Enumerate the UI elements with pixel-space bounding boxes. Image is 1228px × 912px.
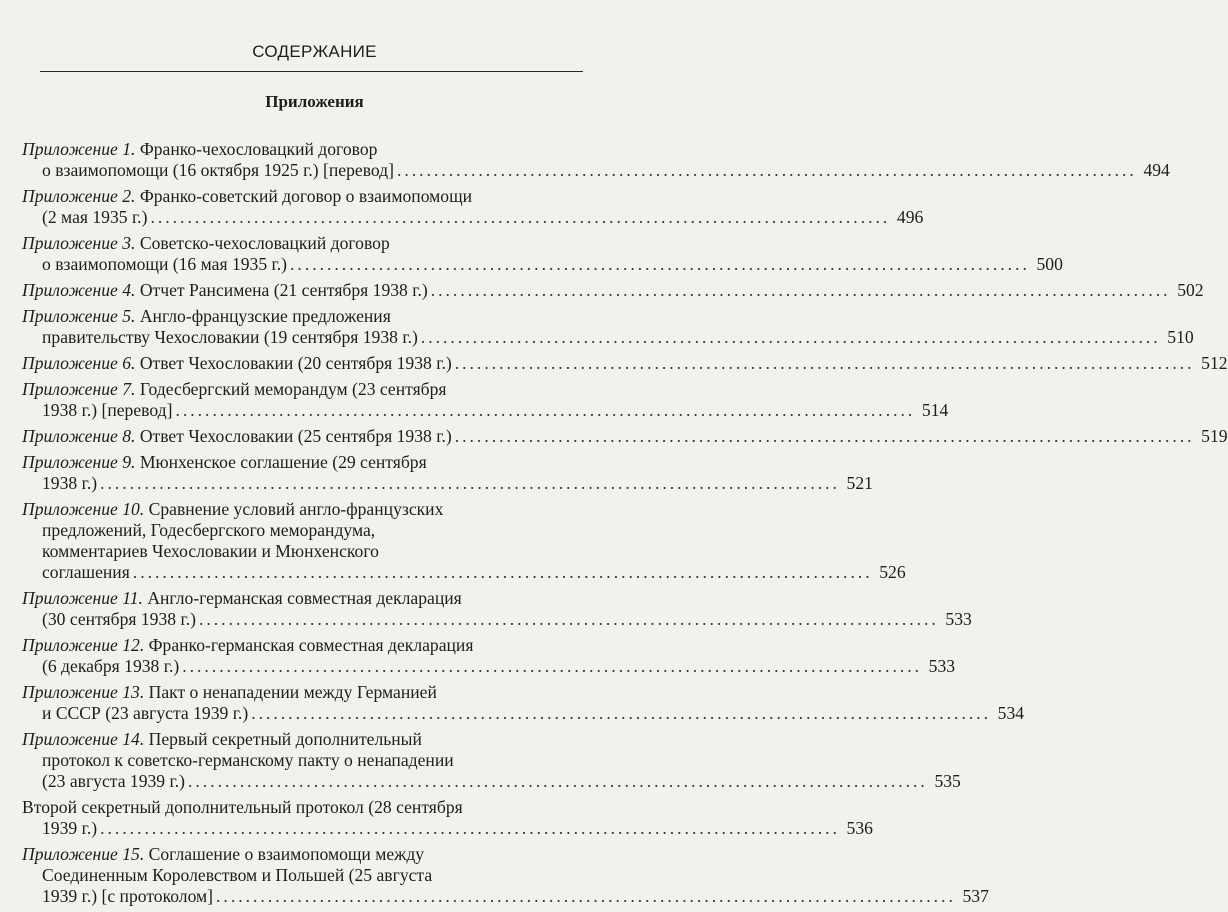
entry-title: Мюнхенское соглашение (29 сентября xyxy=(139,452,427,472)
toc-entry xyxy=(22,186,924,228)
page-number: 500 xyxy=(1036,254,1063,274)
toc-entry xyxy=(22,139,1170,181)
page-number: 535 xyxy=(934,771,961,791)
entry-title: Ответ Чехословакии (25 сентября 1938 г.) xyxy=(139,426,452,446)
appendix-label: Приложение 9. xyxy=(22,452,136,472)
dot-leader: .................................................................................................... xyxy=(175,400,916,420)
appendix-label: Приложение 4. xyxy=(22,280,136,300)
appendix-label: Приложение 11. xyxy=(22,588,143,608)
entry-title: и СССР (23 августа 1939 г.) xyxy=(42,703,249,723)
entry-title: Франко-советский договор о взаимопомощи xyxy=(139,186,473,206)
entry-title: Ответ Чехословакии (20 сентября 1938 г.) xyxy=(139,353,452,373)
page-number: 537 xyxy=(962,886,989,906)
entry-title: Первый секретный дополнительный xyxy=(148,729,422,749)
dot-leader: .................................................................................................... xyxy=(420,327,1161,347)
entry-title: 1939 г.) [с протоколом] xyxy=(42,886,214,906)
page-number: 534 xyxy=(997,703,1025,723)
dot-leader: .................................................................................................... xyxy=(132,562,873,582)
running-title: СОДЕРЖАНИЕ xyxy=(252,42,377,61)
entry-title: Второй секретный дополнительный протокол (28 сентября xyxy=(22,797,463,817)
entry-title: Франко-германская совместная декларация xyxy=(148,635,474,655)
dot-leader: .................................................................................................... xyxy=(396,160,1137,180)
entry-title: 1938 г.) [перевод] xyxy=(42,400,173,420)
entry-title: Соединенным Королевством и Польшей (25 августа xyxy=(42,865,433,885)
entry-title: (6 декабря 1938 г.) xyxy=(42,656,180,676)
toc-entry xyxy=(22,353,1228,374)
entry-title: о взаимопомощи (16 мая 1935 г.) xyxy=(42,254,288,274)
dot-leader: .................................................................................................... xyxy=(150,207,891,227)
appendix-label: Приложение 1. xyxy=(22,139,136,159)
page-number: 526 xyxy=(879,562,906,582)
entry-title: (2 мая 1935 г.) xyxy=(42,207,148,227)
entry-title: (23 августа 1939 г.) xyxy=(42,771,185,791)
entry-title: (30 сентября 1938 г.) xyxy=(42,609,196,629)
dot-leader: .................................................................................................... xyxy=(290,254,1030,274)
dot-leader: .................................................................................................... xyxy=(198,609,939,629)
dot-leader: .................................................................................................... xyxy=(454,426,1195,446)
appendix-label: Приложение 7. xyxy=(22,379,136,399)
toc-entry xyxy=(22,797,873,839)
toc-entry xyxy=(22,588,972,630)
toc-entry xyxy=(22,233,1063,275)
toc-entry xyxy=(22,729,961,792)
appendix-label: Приложение 14. xyxy=(22,729,145,749)
page-number: 502 xyxy=(1177,280,1204,300)
toc-entry xyxy=(22,280,1204,301)
page-number: 533 xyxy=(928,656,956,676)
entry-title: Отчет Рансимена (21 сентября 1938 г.) xyxy=(139,280,428,300)
toc-entry xyxy=(22,635,956,677)
entry-title: Англо-французские предложения xyxy=(139,306,391,326)
dot-leader: .................................................................................................... xyxy=(182,656,923,676)
toc-entry xyxy=(22,682,1025,724)
page-number: 533 xyxy=(945,609,972,629)
appendix-label: Приложение 3. xyxy=(22,233,136,253)
page-number: 536 xyxy=(846,818,873,838)
toc-entry xyxy=(22,499,906,583)
entry-title: Франко-чехословацкий договор xyxy=(139,139,378,159)
dot-leader: .................................................................................................... xyxy=(187,771,928,791)
entry-title: Годесбергский меморандум (23 сентября xyxy=(139,379,447,399)
entry-title: 1939 г.) xyxy=(42,818,98,838)
page-number: 510 xyxy=(1167,327,1194,347)
toc-entry xyxy=(22,844,989,907)
entry-title: правительству Чехословакии (19 сентября 1938 г.) xyxy=(42,327,418,347)
dot-leader: .................................................................................................... xyxy=(251,703,992,723)
appendix-label: Приложение 2. xyxy=(22,186,136,206)
page-number: 512 xyxy=(1201,353,1228,373)
section-title: Приложения xyxy=(265,92,364,111)
entry-title: предложений, Годесбергского меморандума, xyxy=(42,520,376,540)
entry-title: Сравнение условий англо-французских xyxy=(148,499,444,519)
dot-leader: .................................................................................................... xyxy=(430,280,1171,300)
table-of-contents xyxy=(22,139,1228,912)
page-number: 519 xyxy=(1201,426,1228,446)
entry-title: 1938 г.) xyxy=(42,473,98,493)
dot-leader: .................................................................................................... xyxy=(216,886,956,906)
appendix-label: Приложение 5. xyxy=(22,306,136,326)
page-number: 496 xyxy=(896,207,924,227)
entry-title: Советско-чехословацкий договор xyxy=(139,233,390,253)
entry-title: Пакт о ненападении между Германией xyxy=(148,682,437,702)
appendix-label: Приложение 12. xyxy=(22,635,145,655)
entry-title: Соглашение о взаимопомощи между xyxy=(148,844,425,864)
page-number: 514 xyxy=(921,400,949,420)
entry-title: протокол к советско-германскому пакту о ненападении xyxy=(42,750,454,770)
appendix-label: Приложение 13. xyxy=(22,682,145,702)
page-number: 521 xyxy=(846,473,873,493)
toc-entry xyxy=(22,306,1194,348)
header-rule xyxy=(40,71,583,72)
entry-title: комментариев Чехословакии и Мюнхенского xyxy=(42,541,379,561)
appendix-label: Приложение 6. xyxy=(22,353,136,373)
entry-title: о взаимопомощи (16 октября 1925 г.) [перевод] xyxy=(42,160,394,180)
page-number: 494 xyxy=(1143,160,1170,180)
toc-entry xyxy=(22,379,949,421)
toc-entry xyxy=(22,452,873,494)
dot-leader: .................................................................................................... xyxy=(100,473,840,493)
entry-title: соглашения xyxy=(42,562,130,582)
toc-entry xyxy=(22,426,1228,447)
appendix-label: Приложение 10. xyxy=(22,499,145,519)
dot-leader: .................................................................................................... xyxy=(100,818,840,838)
appendix-label: Приложение 8. xyxy=(22,426,136,446)
dot-leader: .................................................................................................... xyxy=(454,353,1195,373)
entry-title: Англо-германская совместная декларация xyxy=(147,588,462,608)
appendix-label: Приложение 15. xyxy=(22,844,145,864)
